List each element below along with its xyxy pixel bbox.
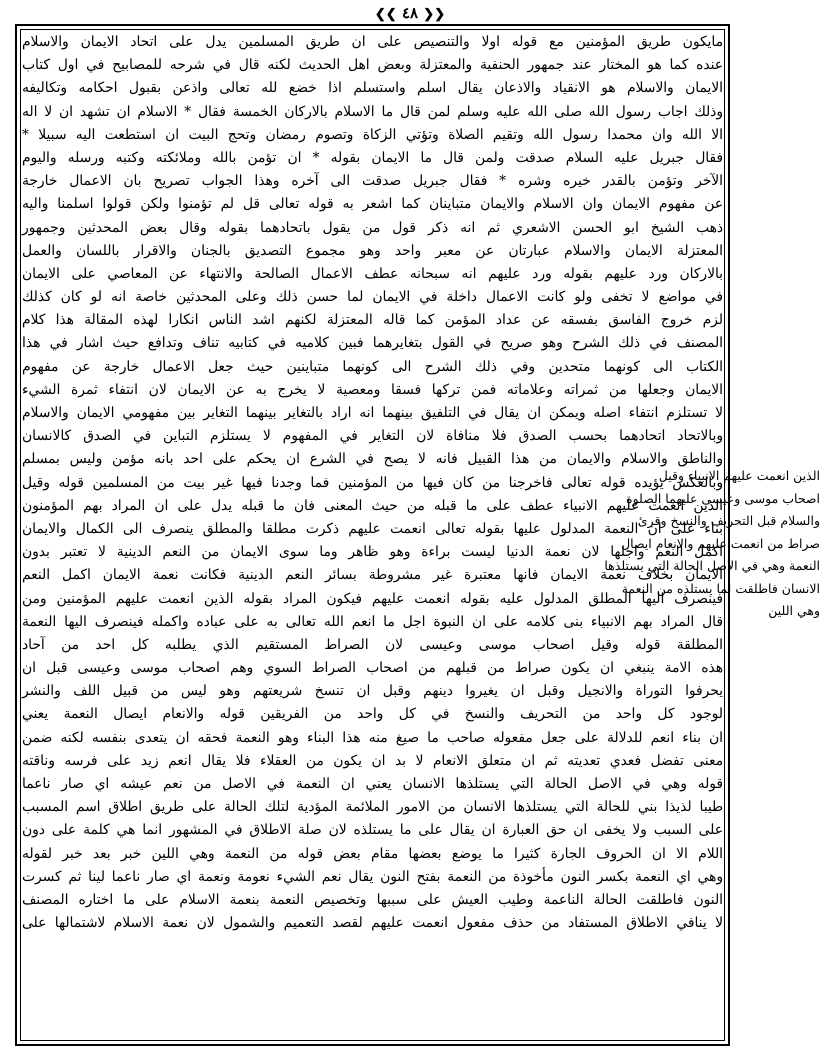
text-line: عنده كما هو المختار عند جمهور الحنفية والمعتزلة وبعض اهل الحديث لكنه قال في شرحه للمصابيح في اول كتاب	[22, 57, 723, 74]
text-line: طيبا لذيذا بني للحالة التي يستلذها الانسان من الامور الملائمة المؤدية لتلك الحالة على طريق اطلاق اسم المسبب	[22, 799, 723, 816]
text-line: هذه الامة ينبغي ان يكون صراط من قبلهم من اصحاب الصراط السوي وهم اصحاب موسى وعيسى قبل ان	[22, 660, 723, 677]
text-line: وبالاتحاد اتحادهما بحسب الصدق فلا منافاة لان التغاير في المفهوم لا يستلزم التباين في الصدق كالانسان	[22, 428, 723, 445]
text-line: الايمان بخلاف نعمة الايمان فانها معتبرة غير مشروطة بسائر النعم الدينية فكانت نعمة الايمان اكمل النعم	[22, 567, 723, 584]
page-number	[340, 4, 480, 24]
text-line: لا ينافي الاطلاق المستفاد من حذف مفعول انعمت عليهم لقصد التعميم والشمول لان نعمة الاسلام لاشتمالها على	[22, 915, 723, 932]
text-line: قال المراد بهم الانبياء بنى كلامه على ان النبوة اجل ما انعم الله تعالى به على عباده واكمله فينصرف اليها النعمة	[22, 613, 723, 630]
ornament-left-icon: ❮❮	[423, 7, 446, 22]
commentary-text	[22, 31, 723, 1043]
text-line: لا تستلزم انتفاء اصله ويمكن ان يقال في التلفيق بينهما انه اراد بالتغاير بينهما التغاير بين مفهومي الايمان والاسلام	[22, 405, 723, 421]
text-line: اكمل النعم واجلها لان نعمة الدنيا ليست براءة وهو ظاهر وما سوى الايمان من النعم الدينية لا تعتبر بدون	[22, 544, 723, 561]
text-line: اللام الا ان الحروف الجارة كثيرا ما يوضع بعضها مقام بعض قوله من النعمة وهي اللين خبر بعد خبر لقوله	[22, 845, 723, 862]
text-line: قوله وهي في الاصل الحالة التي يستلذها الانسان يعني ان النعمة في الاصل من نعم عيشه اي صار ناعما	[22, 776, 723, 792]
text-line: على السبب ولا يخفى ان حق العبارة ان يقال على ما يستلذه لان صلة الاطلاق في المشهور انما هي كلمة على دون	[22, 822, 723, 839]
margin-line: والسلام قبل التحريف والنسخ وقرئ	[637, 513, 820, 528]
text-line: الايمان وجعلها من ثمراته وعلاماته فمن تركها فسقا ومعصية لا يخرج به عن الايمان لان انتفاء ثمرة الشيء	[22, 381, 723, 398]
text-line: لزم خروج الفاسق بفسقه عن عداد المؤمن كما قاله المعتزلة لكنهم اشد الناس انكارا لهذه المقالة هذا كلام	[22, 312, 723, 329]
margin-base-text	[604, 465, 820, 670]
text-line: ان بناء انعم للدلالة على جعل مفعوله صاحب ما صيغ منه هذا البناء وهو النعمة فحقه ان يتعدى بنفسه لكنه ضمن	[22, 729, 723, 746]
text-line: يحرفوا التوراة والانجيل وقبل ان يغيروا دينهم وقبل ان تنسخ شريعتهم وهو ليس من قبيل اللف والنشر	[22, 683, 723, 700]
text-line: المطلقة قوله وقيل اصحاب موسى وعيسى لان الصراط المستقيم الذي يطلبه كل احد من آحاد	[22, 636, 723, 653]
margin-line: النعمة وهي في الاصل الحالة التي يستلذها	[604, 558, 820, 573]
margin-line: الذين انعمت عليهم الانبياء وقيل	[658, 468, 820, 483]
ornament-right-icon: ❯❯	[374, 7, 397, 22]
text-line: الايمان والاسلام هو الانقياد والاذعان يقال اسلم واستسلم اذا خضع لله تعالى واذعن بقبول احكامه وتكاليفه	[22, 80, 723, 97]
text-line: لوجود كل واحد من التحريف والنسخ في كل واحد من الفريقين قوله والانعام ايصال النعمة يعني	[22, 706, 723, 723]
text-line: المصنف في ذلك الشرح وهو صريح في القول بتغايرهما فبين كلاميه في كتابيه تناف وتدافع حيث اشار في هذا	[22, 335, 723, 352]
text-line: عن مفهوم الايمان وان الاسلام والايمان متباينان كما اشعر به قوله تعالى قل لم تؤمنوا ولكن قولوا اسلمنا واليه	[22, 196, 723, 213]
text-line: المعتزلة الايمان والاسلام عبارتان عن معبر واحد وهو مجموع التصديق بالجنان والاقرار باللسان والعمل	[22, 242, 723, 259]
text-line: بالاركان ورد عليهم بقوله ورد عليهم انه سبحانه عطف الاعمال الصالحة والانتهاء عن المعاصي على الايمان	[22, 265, 723, 282]
margin-line: الانسان فاطلقت لما يستلذه من النعمة	[621, 580, 820, 596]
text-line: وذلك اجاب رسول الله صلى الله عليه وسلم لمن قال ما الاسلام بالاركان الخمسة فقال * الاسلام ان تشهد ان لا اله	[22, 103, 723, 120]
text-line: وبالعكس يؤيده قوله تعالى فاخرجنا من كان فيها من المؤمنين فما وجدنا فيها غير بيت من المسلمين قوله وقيل	[22, 474, 723, 491]
margin-line: صراط من انعمت عليهم والانعام ايصال	[621, 535, 820, 551]
text-line: والناطق والاسلام والايمان من هذا القبيل فانه لا يصح في الشرع ان يحكم على احد بانه مؤمن وليس بمسلم	[22, 451, 723, 468]
text-line: ذهب الشيخ ابو الحسن الاشعري ثم انه ذكر قول من يقول باتحادهما بقوله وقال بعض المحدثين وجمهور	[22, 219, 723, 236]
text-line: فقال جبريل عليه السلام صدقت ولمن قال ما الايمان بقوله * ان تؤمن بالله وملائكته وكتبه ورسله واليوم	[22, 149, 723, 166]
text-line: في مواضع لا تخفى ولو كانت الاعمال داخلة في الايمان لما حسن ذلك وعلى المحدثين خاصة انه لو كان كذلك	[22, 289, 723, 306]
text-line: النون فاطلقت الحالة الناعمة وطيب العيش على سببها وتخصيص النعمة بنعمة الاسلام على ما اختاره المصنف	[22, 891, 723, 908]
text-line: وهي اي النعمة بكسر النون مأخوذة من النعمة بفتح النون يقال نعم الشيء نعومة ونعمة اي صار ناعما لينا ثم كسرت	[22, 868, 723, 885]
text-line: معنى تفضل فعدي تعديته ثم ان متعلق الانعام لا بد ان يكون من العقلاء فلا يقال انعم زيد على فرسه وناقته	[22, 752, 723, 769]
text-line: الذين انعمت عليهم الانبياء عطف على ما قبله من حيث المعنى فان ما قبله يدل على ان المراد بهم المؤمنون	[22, 497, 723, 514]
text-line: فينصرف اليها المطلق المدلول عليه بقوله انعمت عليهم فيكون المراد بقوله الذين انعمت عليهم المؤمنين ومن	[22, 590, 723, 607]
text-line: الآخر وتؤمن بالقدر خيره وشره * فقال جبريل صدقت الى آخره وهذا الجواب تصريح بان الاعمال خارجة	[22, 173, 723, 190]
text-line: مايكون طريق المؤمنين مع قوله اولا والتنصيص على ان طريق المسلمين يدل على اتحاد الايمان والاسلام	[22, 34, 723, 50]
text-line: بناء على ان النعمة المدلول عليها بقوله تعالى انعمت عليهم ذكرت مطلقا والمطلق ينصرف الى الكمال والايمان	[22, 520, 723, 537]
margin-line: وهي اللين	[768, 603, 820, 618]
margin-line: اصحاب موسى وعيسى عليهما الصلوة	[626, 490, 820, 506]
text-line: الكتاب الى كونهما متحدين وفي ذلك الشرح الى كونهما متباينين حيث جعل الاعمال خارجة عن مفهوم	[22, 358, 723, 375]
text-line: الا الله وان محمدا رسول الله وتقيم الصلاة وتؤتي الزكاة وتصوم رمضان وتحج البيت ان استطعت اليه سبيلا *	[22, 126, 723, 143]
page-number-value: ٤٨	[401, 4, 419, 22]
